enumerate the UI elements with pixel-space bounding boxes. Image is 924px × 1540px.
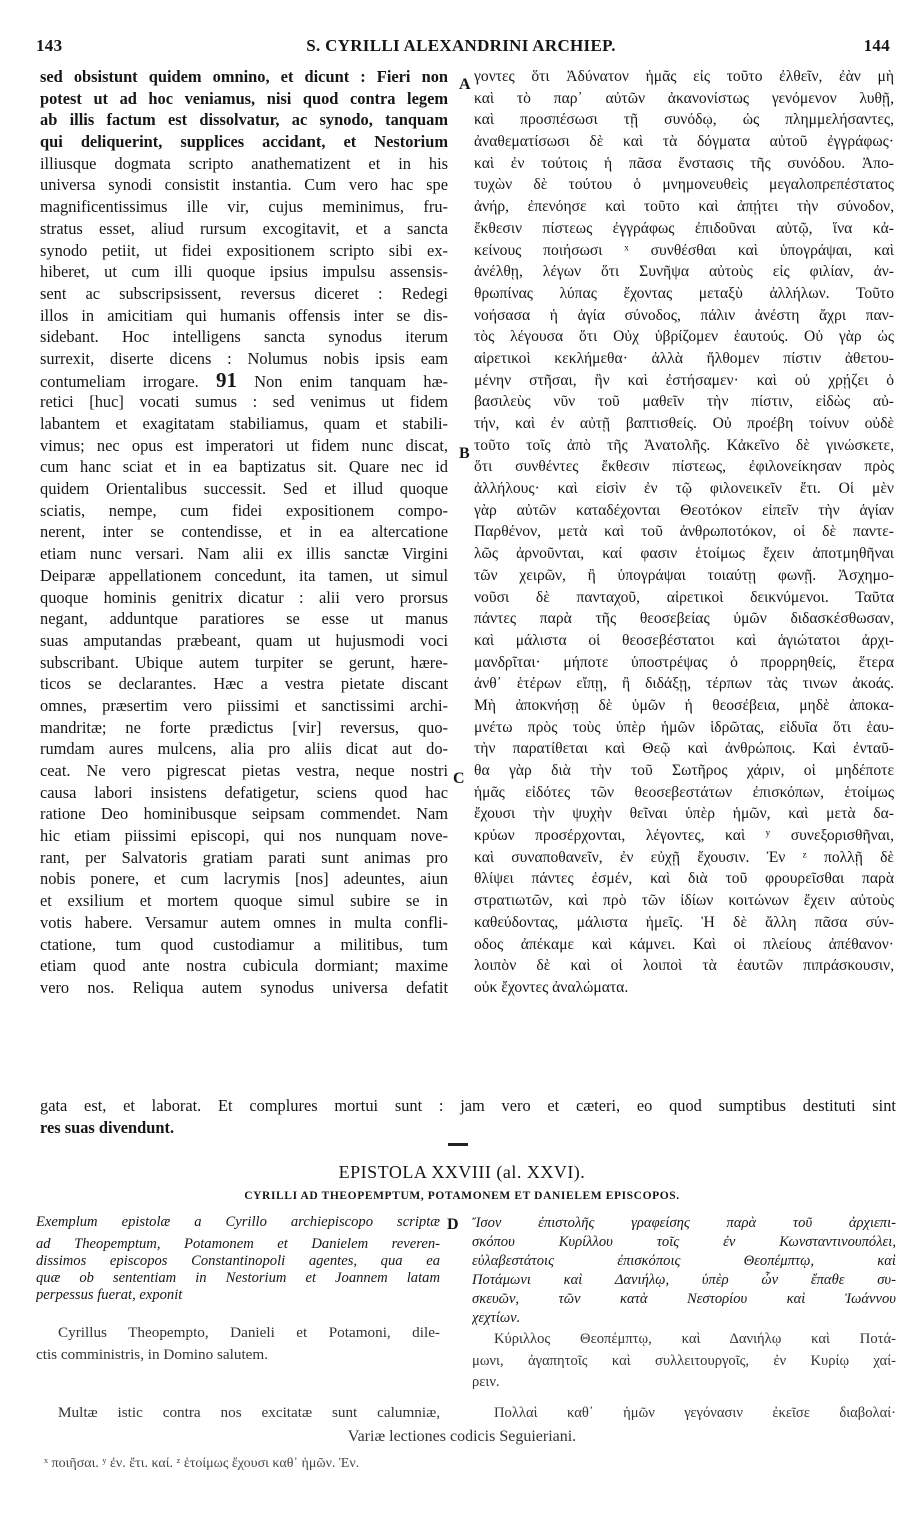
summary-line: Ἴσον ἐπιστολῆς γραφείσης παρὰ τοῦ ἀρχιεπι- — [472, 1215, 896, 1231]
latin-line: synodo petiit, ut fidei expositionem scripto sibi ex- — [40, 240, 448, 260]
greek-greeting — [472, 1328, 896, 1393]
greek-line: τήν, καὶ ἐν αὐτῇ βαπτισθείς. Οὐ προέβη τοίνυν οὐδὲ — [474, 415, 894, 432]
greek-line: καὶ τὸ παρ᾽ αὐτῶν ἀκανονίστως γενόμενον λυθῇ, — [474, 89, 894, 107]
latin-line: retici [huc] vocati sumus : sed venimus ut fidem — [40, 392, 448, 412]
greek-line: καὶ συναποθανεῖν, ἐν εὐχῇ ἔχουσιν. Ἐν ᶻ πολλῇ δὲ — [474, 848, 894, 866]
latin-line: vero nos. Reliqua autem synodus universa defatit — [40, 977, 448, 997]
greeting-line: μωνι, ἀγαπητοῖς καὶ συλλειτουργοῖς, ἐν Κυρίῳ χαί- — [472, 1352, 896, 1369]
latin-body — [36, 1402, 440, 1424]
summary-line: σκόπου Κυρίλλου τοῖς ἐν Κωνσταντινουπόλει, — [472, 1234, 896, 1250]
greek-line: μνέτω πρὸς τοὺς ὑπὲρ ἡμῶν ἱδρῶτας, εἰδυῖα ὅτι ἑαυ- — [474, 718, 894, 736]
greek-line: ἀνθ᾽ ἑτέρων εἴπῃ, ἢ διδάξῃ, τέρπων τὰς τινων ἀκοάς. — [474, 675, 894, 693]
latin-line: stratus esset, aliud rursum excogitavit, et a sancta — [40, 218, 448, 238]
greeting-line: Κύριλλος Θεοπέμπτῳ, καὶ Δανιήλῳ καὶ Ποτά- — [494, 1331, 896, 1347]
page-number-left: 143 — [36, 36, 63, 55]
latin-text: Non enim tanquam hæ- — [254, 371, 448, 391]
greek-line: καὶ μάλιστα οἱ θεοσεβέστατοι καὶ ἁγιώτατοι ἀρχι- — [474, 631, 894, 649]
greek-line: ἀνήρ, ἐπενόησε καὶ τοῦτο καὶ ἀπῄτει τὴν σύνοδον, — [474, 198, 894, 216]
latin-line: potest ut ad hoc veniamus, nisi quod contra legem — [40, 88, 448, 108]
continuation-line: gata est, et laborat. Et complures mortui sunt : jam vero et cæteri, eo quod sumptibus destituti sint — [40, 1096, 896, 1115]
latin-line: omnes, præsertim vero piissimi et sanctissimi archi- — [40, 695, 448, 715]
latin-line: causa labori insistens defatigetur, sciens quod hac — [40, 782, 448, 802]
latin-column — [40, 66, 448, 999]
body-line: Πολλαὶ καθ᾽ ἡμῶν γεγόνασιν ἐκεῖσε διαβολαί· — [494, 1405, 896, 1421]
column-number: 91 — [216, 369, 238, 392]
margin-marker-a: A — [459, 76, 471, 93]
greek-line: ἀνέλθῃ, λέγων ὅτι Συνῆψα αὐτοὺς εἰς φιλίαν, ἀν- — [474, 263, 894, 281]
summary-line: Ποτάμωνι καὶ Δανιήλῳ, ὑπὲρ ὧν ἔπαθε συ- — [472, 1272, 896, 1288]
section-rule — [448, 1143, 468, 1146]
summary-line: εὐλαβεστάτοις ἐπισκόποις Θεοπέμπτῳ, καὶ — [472, 1253, 896, 1269]
greek-line: νοῦσι δὲ πανταχοῦ, αἱρετικοὶ δεικνύμενοι. Ταῦτα — [474, 588, 894, 606]
greek-line: Παρθένον, μετὰ καὶ τοῦ ἀνθρωποτόκον, οἱ δὲ παντε- — [474, 523, 894, 541]
greek-body — [472, 1402, 896, 1424]
latin-line: hic etiam piissimi episcopi, qui nos nunquam nove- — [40, 826, 448, 846]
epistle-subtitle: CYRILLI AD THEOPEMPTUM, POTAMONEM ET DANIELEM EPISCOPOS. — [244, 1190, 680, 1202]
latin-line: Deiparæ appellationem concedunt, ita tamen, ut simul — [40, 565, 448, 585]
greek-line: ἔχουσι τὴν ψυχὴν θεῖναι ὑπὲρ ἡμῶν, καὶ μετὰ δα- — [474, 805, 894, 823]
greek-line: γὰρ αὐτῶν καταδέχονται Θεοτόκον εἰπεῖν τὴν ἁγίαν — [474, 501, 894, 519]
latin-line: cum hanc sciat et in ea baptizatus sit. Quare nec id — [40, 457, 448, 477]
greek-line: βασιλεὺς νῦν τοῦ μαθεῖν τὴν πίστιν, εἰδὼς αὐ- — [474, 393, 894, 411]
latin-line: ticos se declarantes. Hæc a vestra pietate discant — [40, 674, 448, 694]
latin-line: negant, adduntque paratiores se esse ut manus — [40, 609, 448, 629]
summary-line: Exemplum epistolæ a Cyrillo archiepiscopo scriptæ — [36, 1214, 440, 1230]
greek-line: οδος ἀπέκαμε καὶ κάμνει. Καὶ οἱ πλείους ἀπέθανον· — [474, 935, 894, 953]
latin-line: suas amputandas præbeant, quam ut hujusmodi voci — [40, 630, 448, 650]
summary-line: χεχτίων. — [472, 1310, 521, 1326]
epistle-title: EPISTOLA XXVIII (al. XXVI). — [338, 1162, 586, 1182]
greek-line: καὶ ἐν τούτοις ἡ πᾶσα ἔνστασις τῆς συνόδου. Ἀπο- — [474, 154, 894, 172]
greek-line: μανδρῖται· μήποτε ὑποστρέψας ὁ προρρηθείς, ἕτερα — [474, 653, 894, 671]
summary-line: quæ ob sententiam in Nestorium et Joannem latam — [36, 1269, 440, 1286]
latin-line: nerent, inter se contendisse, et in ea altercatione — [40, 522, 448, 542]
summary-line: perpessus fuerat, exponit — [36, 1286, 183, 1303]
greek-line: κρύων προσέρχονται, λέγοντες, καὶ ʸ συνεξορισθῆναι, — [474, 827, 894, 845]
latin-line: illiusque dogmata scripto anathematizent et in his — [40, 153, 448, 173]
latin-summary — [36, 1214, 440, 1304]
greek-line: τὸς λέγουσα ὅτι Οὐχ ὑβρίζομεν ἑαυτούς. Οὐ γὰρ ὡς — [474, 328, 894, 346]
greek-line: θλίψει πάντες ἐσμέν, καὶ διὰ τοῦ φρουρεῖσθαι παρὰ — [474, 870, 894, 888]
latin-line: sidebant. Hoc intelligens sancta synodus iterum — [40, 327, 448, 347]
greek-line: τῶν χειρῶν, ἢ ὑπογράψαι τοιαύτῃ φωνῇ. Ἀσχημο- — [474, 566, 894, 584]
latin-line: rumdam aures mulcens, alia pro aliis dicat aut do- — [40, 739, 448, 759]
latin-line: sent ac subscripsissent, reversus diceret : Redegi — [40, 283, 448, 303]
latin-line: ceat. Ne vero pigrescat pietas vestra, neque nostri — [40, 761, 448, 780]
latin-line: vimus; nec opus est imperatori ut fidem nunc discat, — [40, 435, 448, 455]
summary-line: σκευῶν, τῶν κατὰ Νεστορίου καὶ Ἰωάννου — [472, 1291, 896, 1307]
latin-line: labantem et exagitatam stabiliamus, quam et stabili- — [40, 414, 448, 433]
latin-greeting — [36, 1322, 440, 1365]
latin-line: etiam quod ante nostra cubicula dormiant; maxime — [40, 956, 448, 976]
latin-line: ctatione, tum quod custodiamur a militibus, tum — [40, 934, 448, 954]
margin-marker-c: C — [453, 770, 465, 787]
greek-line: ἀλλήλους· καὶ εἰσὶν ἐν τῷ φιλονεικεῖν ἔτι. Οἱ μὲν — [474, 480, 894, 498]
variant-readings-heading: Variæ lectiones codicis Seguieriani. — [347, 1428, 577, 1445]
latin-text: contumeliam irrogare. — [40, 371, 199, 391]
greeting-line: ctis comministris, in Domino salutem. — [36, 1345, 269, 1363]
greek-line: ἀναθεματίσωσι δὲ καὶ τὰ δόγματα αὐτοῦ ἐγγράφως· — [474, 133, 894, 151]
latin-line: qui deliquerint, supplices accidant, et Nestorium — [40, 132, 448, 152]
latin-line: et exsilium et mortem quoque simul subire se in — [40, 891, 448, 911]
margin-marker-d: D — [447, 1216, 459, 1233]
greek-line: τὴν παρατίθεται καὶ Θεῷ καὶ ἀνθρώποις. Καὶ ἐνταῦ- — [474, 740, 894, 758]
latin-line: mandritæ; ne forte prædictus [vir] reversus, quo- — [40, 717, 448, 737]
body-line: Multæ istic contra nos excitatæ sunt calumniæ, — [58, 1404, 440, 1421]
greek-line: καθεύδοντας, μάλιστα ἡμεῖς. Ἡ δὲ ἄλλη πᾶσα σύν- — [474, 913, 894, 931]
greek-line: θρωπίνας λύπας ἔχοντας μεταξὺ ἀλλήλων. Τοῦτο — [474, 284, 894, 302]
greek-line: ὅτι συνθέντες ἔκθεσιν πίστεως, ἐφιλονείκησαν πρὸς — [474, 458, 894, 476]
greek-line: τοῦτο τοῖς ἀπὸ τῆς Ἀνατολῆς. Κἀκεῖνο δὲ γινώσκετε, — [474, 436, 894, 454]
greek-column — [474, 66, 894, 999]
page-number-right: 144 — [863, 36, 890, 55]
footnote: ˣ ποιῆσαι. ʸ ἐν. ἔτι. καί. ᶻ ἑτοίμως ἔχουσι καθ᾽ ἡμῶν. Ἐν. — [44, 1456, 360, 1471]
latin-line: quidem Orientalibus successit. Sed et illud quoque — [40, 479, 448, 499]
greek-line: Μὴ ἀποκνήσῃ δὲ ὑμῶν ἡ θεοσέβεια, μηδὲ ἀποκα- — [474, 696, 894, 714]
greek-line: στρατιωτῶν, καὶ πρὸ τῶν ἰδίων κοιτώνων ἔχειν αὐτοὺς — [474, 892, 894, 910]
latin-line: ratione Deo hominibusque seipsam commendet. Nam — [40, 804, 448, 824]
greek-line: καὶ προσπέσωσι τῇ συνόδῳ, ὡς πλημμελήσαντες, — [474, 111, 894, 129]
header-title: S. CYRILLI ALEXANDRINI ARCHIEP. — [306, 36, 616, 55]
latin-line: magnificentissimus ille vir, cujus meminimus, fru- — [40, 197, 448, 217]
greek-line: αἱρετικοὶ κεκλήμεθα· ἀλλὰ ἤλθομεν πίστιν ἀθετου- — [474, 349, 894, 367]
greek-summary — [472, 1214, 896, 1328]
latin-line: subscribant. Ubique autem turpiter se gerunt, hære- — [40, 652, 448, 672]
greek-line: ἡμᾶς εἰδότες τῶν θεοσεβεστάτων ἐπισκόπων, ἑτοίμως — [474, 783, 894, 801]
latin-line: sed obsistunt quidem omnino, et dicunt : Fieri non — [40, 67, 448, 86]
greek-line: ἔκθεσιν πίστεως ἐγγράφως ἐπιδοῦναι αὐτῷ, ἵνα κἀ- — [474, 219, 894, 237]
greek-line: κείνους ποιήσωσι ˣ συνθέσθαι καὶ ὑπογράψαι, καὶ — [474, 241, 894, 259]
continuation-text — [40, 1095, 896, 1138]
greek-line: γοντες ὅτι Ἀδύνατον ἡμᾶς εἰς τοῦτο ἐλθεῖν, ἐὰν μὴ — [474, 68, 894, 85]
latin-line: etiam nunc versari. Nam alii ex illis sanctæ Virgini — [40, 544, 448, 564]
latin-line: sciatis, nempe, cum fidei expositionem compo- — [40, 500, 448, 520]
latin-line: ab illis factum est dissolvatur, ac synodo, tanquam — [40, 110, 448, 130]
latin-line: nobis ponere, et cum lacrymis [nos] adeuntes, aiun — [40, 869, 448, 889]
latin-line: surrexit, diserte dicens : Nolumus nobis ipsis eam — [40, 348, 448, 368]
running-header — [26, 36, 896, 62]
greek-line: θα γὰρ διὰ τὴν τοῦ Σωτῆρος χάριν, οἱ μηδέποτε — [474, 762, 894, 779]
continuation-line: res suas divendunt. — [40, 1117, 175, 1137]
summary-line: dissimos episcopos Constantinopoli agentes, qua ea — [36, 1252, 440, 1269]
latin-line: quoque hominis genitrix dicatur : alii vero prorsus — [40, 587, 448, 607]
greek-line: πάντες παρὰ τῆς θεοσεβείας ὑμῶν διδασκέσθωσαν, — [474, 610, 894, 628]
latin-line: hiberet, ut cum illi quoque ipsius impulsu assensis- — [40, 262, 448, 282]
latin-line: votis habere. Versamur autem omnes in multa confli- — [40, 912, 448, 932]
summary-line: ad Theopemptum, Potamonem et Danielem reveren- — [36, 1235, 440, 1252]
greek-line: λοιπὸν δὲ καὶ οἱ λοιποὶ τὰ ἑαυτῶν πιπράσκουσιν, — [474, 957, 894, 975]
margin-marker-b: B — [459, 445, 470, 462]
latin-line: universa synodi consistit instantia. Cum vero hac spe — [40, 175, 448, 195]
greek-line: οὐκ ἔχοντες ἀναλώματα. — [474, 978, 629, 996]
latin-line: rant, per Salvatoris gratiam parati sunt animas pro — [40, 847, 448, 867]
latin-line: illos in amicitiam qui humanis offensis inter se dis- — [40, 305, 448, 325]
greeting-line: ρειν. — [472, 1374, 500, 1391]
greeting-line: Cyrillus Theopempto, Danieli et Potamoni, dile- — [58, 1324, 440, 1341]
greek-line: νοήσασα ἡ ἁγία σύνοδος, πάλιν ἀνέστη ἄχρι παν- — [474, 306, 894, 324]
greek-line: τυχὼν δὲ τούτου ὁ μνημονευθεὶς μεγαλοπρεπέστατος — [474, 176, 894, 194]
greek-line: μένην στῆσαι, ἣν καὶ ἐστήσαμεν· καὶ οὐ χρῄζει ὁ — [474, 371, 894, 389]
greek-line: λῶς ἀρνοῦνται, καί φασιν ἑτοίμως ἔχειν ἀποτμηθῆναι — [474, 545, 894, 563]
latin-line-with-column-number — [40, 370, 448, 392]
